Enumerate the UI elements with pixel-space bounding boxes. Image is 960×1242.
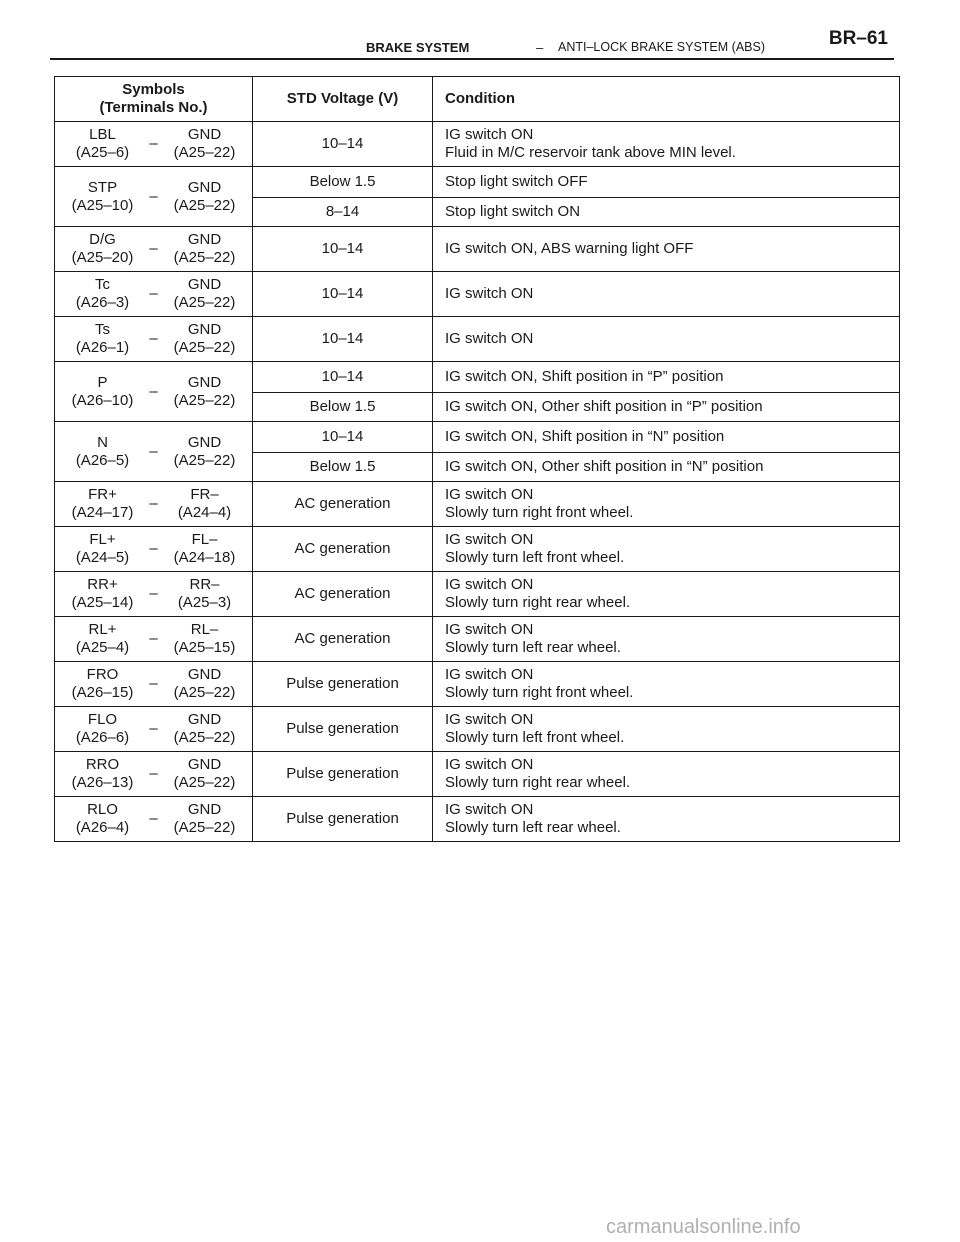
symbol-cell: [55, 752, 253, 797]
table-row: [55, 272, 900, 317]
table-row: [55, 752, 900, 797]
voltage-header: STD Voltage (V): [253, 77, 433, 122]
voltage-table: [54, 76, 900, 842]
condition-line: IG switch ON: [445, 576, 534, 593]
terminal-a-number: (A24–17): [71, 504, 134, 521]
condition-line: Slowly turn right rear wheel.: [445, 774, 631, 791]
terminal-a-symbol: FLO: [87, 711, 118, 728]
condition-line: IG switch ON, ABS warning light OFF: [445, 240, 694, 257]
voltage-cell: AC generation: [253, 617, 433, 662]
symbol-cell: [55, 527, 253, 572]
voltage-cell: AC generation: [253, 482, 433, 527]
terminal-separator: –: [149, 285, 158, 302]
voltage-cell: 10–14: [253, 227, 433, 272]
condition-cell: [433, 752, 900, 797]
voltage-cell: Pulse generation: [253, 707, 433, 752]
terminal-separator: –: [149, 382, 158, 400]
voltage-cell: AC generation: [253, 527, 433, 572]
condition-cell: [433, 122, 900, 167]
terminal-a-number: (A25–4): [75, 639, 130, 656]
voltage-cell: Below 1.5: [253, 167, 433, 198]
page-number: BR–61: [828, 28, 888, 49]
table-row: [55, 482, 900, 527]
voltage-cell: Pulse generation: [253, 752, 433, 797]
condition-line: Stop light switch ON: [445, 203, 581, 220]
symbol-cell: [55, 422, 253, 482]
voltage-cell: 10–14: [253, 272, 433, 317]
symbol-cell: [55, 317, 253, 362]
voltage-cell: 10–14: [253, 317, 433, 362]
condition-cell: [433, 272, 900, 317]
condition-line: IG switch ON, Shift position in “N” position: [445, 428, 725, 445]
terminal-separator: –: [149, 495, 158, 512]
terminal-separator: –: [149, 187, 158, 205]
terminal-a-symbol: RL+: [88, 621, 117, 638]
terminal-a-symbol: Ts: [95, 321, 110, 338]
table-header-row: [55, 77, 900, 122]
terminal-b-symbol: GND: [187, 756, 222, 773]
condition-cell: [433, 167, 900, 198]
watermark: carmanualsonline.info: [606, 1216, 801, 1238]
condition-cell: [433, 527, 900, 572]
symbol-cell: [55, 167, 253, 227]
condition-line: Fluid in M/C reservoir tank above MIN level.: [445, 144, 736, 161]
terminal-a-number: (A24–5): [75, 549, 130, 566]
terminal-a-number: (A26–15): [71, 684, 134, 701]
voltage-cell: Pulse generation: [253, 797, 433, 842]
voltage-cell: 8–14: [253, 198, 433, 227]
symbols-header-line2: (Terminals No.): [99, 99, 208, 116]
terminal-separator: –: [149, 240, 158, 257]
terminal-a-number: (A26–1): [75, 339, 130, 356]
terminal-b-number: (A25–22): [173, 294, 236, 311]
symbols-header: [55, 77, 253, 122]
terminal-separator: –: [149, 630, 158, 647]
symbol-cell: [55, 572, 253, 617]
terminal-b-symbol: GND: [187, 373, 222, 391]
voltage-cell: 10–14: [253, 122, 433, 167]
terminal-a-number: (A26–13): [71, 774, 134, 791]
voltage-cell: 10–14: [253, 362, 433, 393]
terminal-b-number: (A25–22): [173, 684, 236, 701]
terminal-a-symbol: LBL: [89, 126, 116, 143]
symbol-cell: [55, 227, 253, 272]
terminal-a-symbol: FRO: [86, 666, 119, 683]
condition-cell: [433, 797, 900, 842]
terminal-separator: –: [149, 720, 158, 737]
symbol-cell: [55, 662, 253, 707]
terminal-b-number: (A25–22): [173, 249, 236, 266]
terminal-b-number: (A24–18): [173, 549, 236, 566]
table-row: [55, 797, 900, 842]
condition-line: Slowly turn left front wheel.: [445, 729, 625, 746]
terminal-b-number: (A25–22): [173, 196, 236, 214]
symbol-cell: [55, 122, 253, 167]
terminal-b-symbol: GND: [187, 126, 222, 143]
condition-line: IG switch ON: [445, 126, 534, 143]
terminal-a-symbol: RLO: [87, 801, 118, 818]
terminal-a-number: (A26–10): [71, 391, 134, 409]
voltage-cell: 10–14: [253, 422, 433, 453]
table-row: [55, 707, 900, 752]
terminal-a-symbol: Tc: [95, 276, 110, 293]
symbol-cell: [55, 272, 253, 317]
condition-line: IG switch ON: [445, 285, 534, 302]
terminal-b-number: (A25–22): [173, 339, 236, 356]
condition-cell: [433, 572, 900, 617]
condition-line: IG switch ON, Other shift position in “N” position: [445, 458, 764, 475]
subsection-title: ANTI–LOCK BRAKE SYSTEM (ABS): [558, 40, 765, 54]
terminal-a-symbol: RR+: [87, 576, 118, 593]
condition-cell: [433, 453, 900, 482]
terminal-a-number: (A26–3): [75, 294, 130, 311]
condition-line: IG switch ON, Other shift position in “P” position: [445, 398, 763, 415]
symbols-header-line1: Symbols: [122, 81, 185, 98]
terminal-b-number: (A25–22): [173, 729, 236, 746]
terminal-b-number: (A24–4): [177, 504, 232, 521]
condition-line: IG switch ON: [445, 486, 534, 503]
table-row: [55, 617, 900, 662]
terminal-b-symbol: RR–: [189, 576, 220, 593]
symbol-cell: [55, 707, 253, 752]
terminal-separator: –: [149, 765, 158, 782]
voltage-cell: AC generation: [253, 572, 433, 617]
terminal-a-number: (A26–5): [75, 451, 130, 469]
condition-line: IG switch ON: [445, 711, 534, 728]
table-row: [55, 167, 900, 198]
table-row: [55, 122, 900, 167]
terminal-b-symbol: RL–: [190, 621, 219, 638]
section-title: BRAKE SYSTEM: [366, 40, 470, 55]
terminal-b-symbol: GND: [187, 276, 222, 293]
terminal-b-number: (A25–22): [173, 774, 236, 791]
terminal-a-number: (A25–6): [75, 144, 130, 161]
terminal-b-symbol: GND: [187, 801, 222, 818]
terminal-b-number: (A25–3): [177, 594, 232, 611]
condition-cell: [433, 227, 900, 272]
condition-line: IG switch ON: [445, 330, 534, 347]
voltage-cell: Below 1.5: [253, 453, 433, 482]
terminal-b-symbol: GND: [187, 433, 222, 451]
condition-line: Slowly turn right rear wheel.: [445, 594, 631, 611]
condition-cell: [433, 422, 900, 453]
terminal-separator: –: [149, 135, 158, 152]
table-row: [55, 422, 900, 453]
terminal-b-symbol: GND: [187, 321, 222, 338]
condition-line: Slowly turn left rear wheel.: [445, 639, 621, 656]
terminal-b-symbol: FR–: [190, 486, 219, 503]
condition-line: Slowly turn right front wheel.: [445, 504, 634, 521]
condition-cell: [433, 317, 900, 362]
condition-line: Slowly turn left front wheel.: [445, 549, 625, 566]
terminal-a-symbol: D/G: [89, 231, 116, 248]
table-row: [55, 362, 900, 393]
table-row: [55, 227, 900, 272]
header-separator: –: [536, 40, 544, 55]
terminal-b-symbol: GND: [187, 711, 222, 728]
condition-line: IG switch ON: [445, 531, 534, 548]
table-row: [55, 527, 900, 572]
condition-cell: [433, 707, 900, 752]
terminal-b-symbol: GND: [187, 666, 222, 683]
condition-cell: [433, 662, 900, 707]
terminal-separator: –: [149, 330, 158, 347]
terminal-b-number: (A25–22): [173, 819, 236, 836]
terminal-a-symbol: FL+: [89, 531, 116, 548]
symbol-cell: [55, 362, 253, 422]
condition-line: Slowly turn left rear wheel.: [445, 819, 621, 836]
terminal-b-number: (A25–22): [173, 391, 236, 409]
symbol-cell: [55, 797, 253, 842]
symbol-cell: [55, 617, 253, 662]
terminal-b-number: (A25–15): [173, 639, 236, 656]
condition-line: IG switch ON: [445, 666, 534, 683]
terminal-b-number: (A25–22): [173, 451, 236, 469]
condition-line: IG switch ON: [445, 801, 534, 818]
terminal-separator: –: [149, 442, 158, 460]
condition-cell: [433, 482, 900, 527]
table-row: [55, 572, 900, 617]
voltage-cell: Below 1.5: [253, 393, 433, 422]
terminal-a-number: (A25–14): [71, 594, 134, 611]
terminal-separator: –: [149, 810, 158, 827]
terminal-b-symbol: GND: [187, 178, 222, 196]
condition-line: IG switch ON, Shift position in “P” position: [445, 368, 724, 385]
symbol-cell: [55, 482, 253, 527]
terminal-b-number: (A25–22): [173, 144, 236, 161]
terminal-a-number: (A26–4): [75, 819, 130, 836]
terminal-a-symbol: P: [97, 373, 108, 391]
terminal-a-symbol: FR+: [88, 486, 117, 503]
condition-cell: [433, 393, 900, 422]
terminal-a-symbol: RRO: [85, 756, 120, 773]
voltage-cell: Pulse generation: [253, 662, 433, 707]
header-rule: [50, 58, 894, 60]
terminal-separator: –: [149, 540, 158, 557]
terminal-a-number: (A25–10): [71, 196, 134, 214]
condition-cell: [433, 362, 900, 393]
terminal-b-symbol: FL–: [191, 531, 218, 548]
terminal-a-number: (A25–20): [71, 249, 134, 266]
table-body: [55, 122, 900, 842]
condition-line: IG switch ON: [445, 621, 534, 638]
condition-line: IG switch ON: [445, 756, 534, 773]
table-row: [55, 662, 900, 707]
condition-line: Slowly turn right front wheel.: [445, 684, 634, 701]
condition-line: Stop light switch OFF: [445, 173, 588, 190]
terminal-separator: –: [149, 675, 158, 692]
terminal-a-number: (A26–6): [75, 729, 130, 746]
condition-header: Condition: [433, 77, 900, 122]
condition-cell: [433, 617, 900, 662]
terminal-separator: –: [149, 585, 158, 602]
page-header: [50, 22, 894, 60]
terminal-a-symbol: N: [97, 433, 108, 451]
condition-cell: [433, 198, 900, 227]
terminal-a-symbol: STP: [87, 178, 118, 196]
terminal-b-symbol: GND: [187, 231, 222, 248]
table-row: [55, 317, 900, 362]
